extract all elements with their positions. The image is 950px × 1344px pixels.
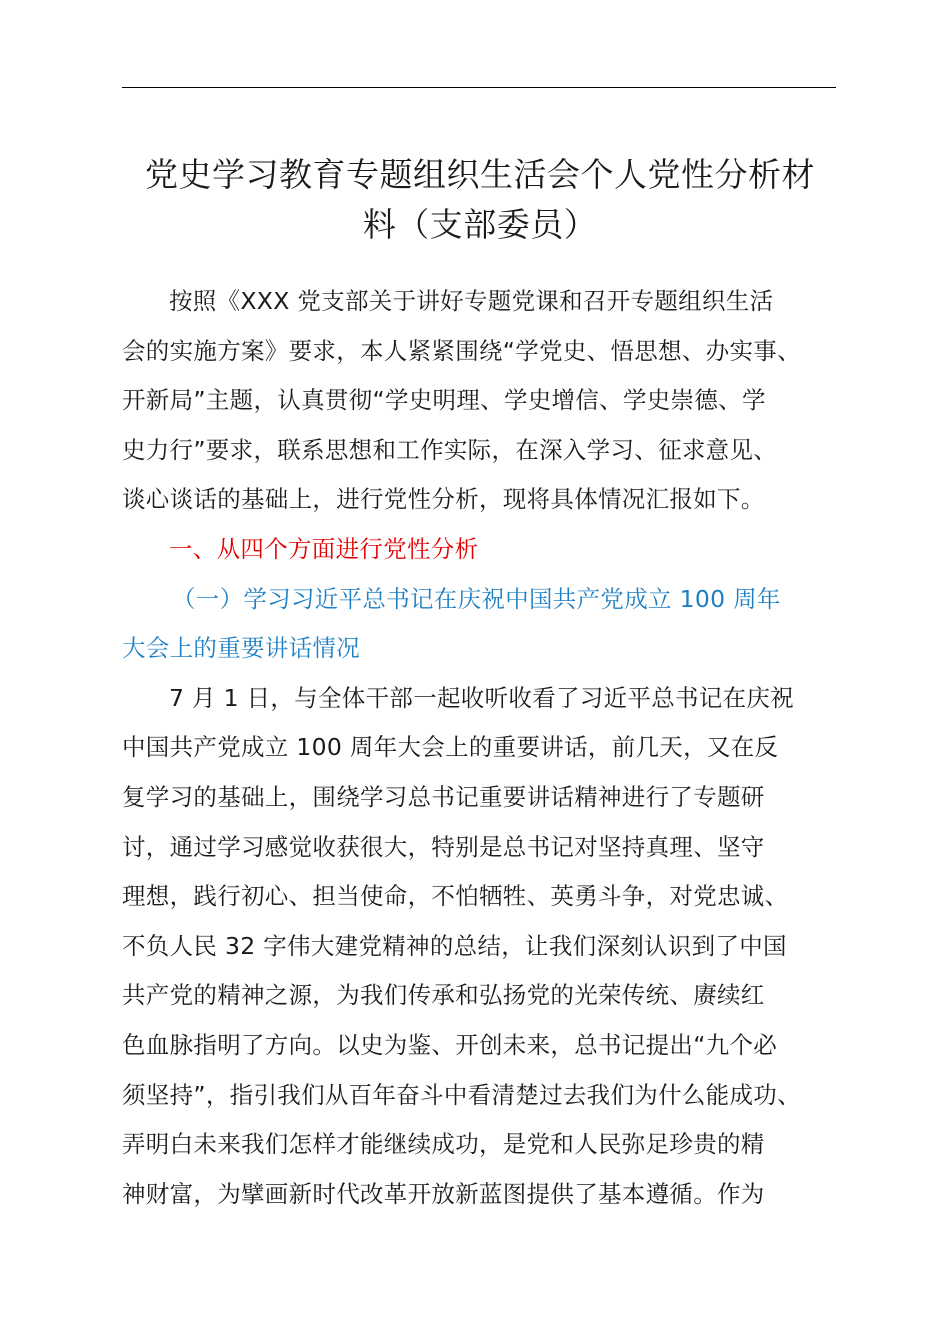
body-line: 7 月 1 日，与全体干部一起收听收看了习近平总书记在庆祝 bbox=[169, 683, 795, 712]
intro-line: 史力行”要求，联系思想和工作实际，在深入学习、征求意见、 bbox=[122, 435, 778, 464]
document-body bbox=[122, 277, 838, 1219]
body-line: 弄明白未来我们怎样才能继续成功，是党和人民弥足珍贵的精 bbox=[122, 1130, 765, 1159]
body-line: 不负人民 32 字伟大建党精神的总结，让我们深刻认识到了中国 bbox=[122, 931, 787, 960]
body-line: 共产党的精神之源，为我们传承和弘扬党的光荣传统、赓续红 bbox=[122, 981, 765, 1010]
subsection-heading-line: （一）学习习近平总书记在庆祝中国共产党成立 100 周年 bbox=[172, 584, 781, 613]
intro-line: 开新局”主题，认真贯彻“学史明理、学史增信、学史崇德、学 bbox=[122, 386, 766, 415]
body-paragraph bbox=[122, 674, 838, 1220]
intro-paragraph bbox=[122, 277, 838, 525]
intro-line: 按照《XXX 党支部关于讲好专题党课和召开专题组织生活 bbox=[169, 287, 774, 315]
title-line-1: 党史学习教育专题组织生活会个人党性分析材 bbox=[145, 155, 815, 194]
intro-line: 会的实施方案》要求，本人紧紧围绕“学党史、悟思想、办实事、 bbox=[122, 336, 801, 365]
section-heading: 一、从四个方面进行党性分析 bbox=[169, 534, 479, 563]
body-line: 讨，通过学习感觉收获很大，特别是总书记对坚持真理、坚守 bbox=[122, 832, 765, 861]
body-line: 神财富，为擘画新时代改革开放新蓝图提供了基本遵循。作为 bbox=[122, 1179, 765, 1208]
intro-line: 谈心谈话的基础上，进行党性分析，现将具体情况汇报如下。 bbox=[122, 485, 765, 514]
header-rule bbox=[122, 87, 836, 88]
body-line: 须坚持”，指引我们从百年奋斗中看清楚过去我们为什么能成功、 bbox=[122, 1080, 801, 1109]
document-title bbox=[110, 150, 850, 250]
body-line: 理想，践行初心、担当使命，不怕牺牲、英勇斗争，对党忠诚、 bbox=[122, 882, 789, 911]
subsection-heading-line: 大会上的重要讲话情况 bbox=[122, 634, 360, 663]
title-line-2: 料（支部委员） bbox=[362, 205, 598, 244]
body-line: 复学习的基础上，围绕学习总书记重要讲话精神进行了专题研 bbox=[122, 782, 765, 811]
body-line: 中国共产党成立 100 周年大会上的重要讲话，前几天，又在反 bbox=[122, 733, 779, 762]
body-line: 色血脉指明了方向。以史为鉴、开创未来，总书记提出“九个必 bbox=[122, 1030, 778, 1059]
subsection-heading bbox=[122, 575, 838, 674]
